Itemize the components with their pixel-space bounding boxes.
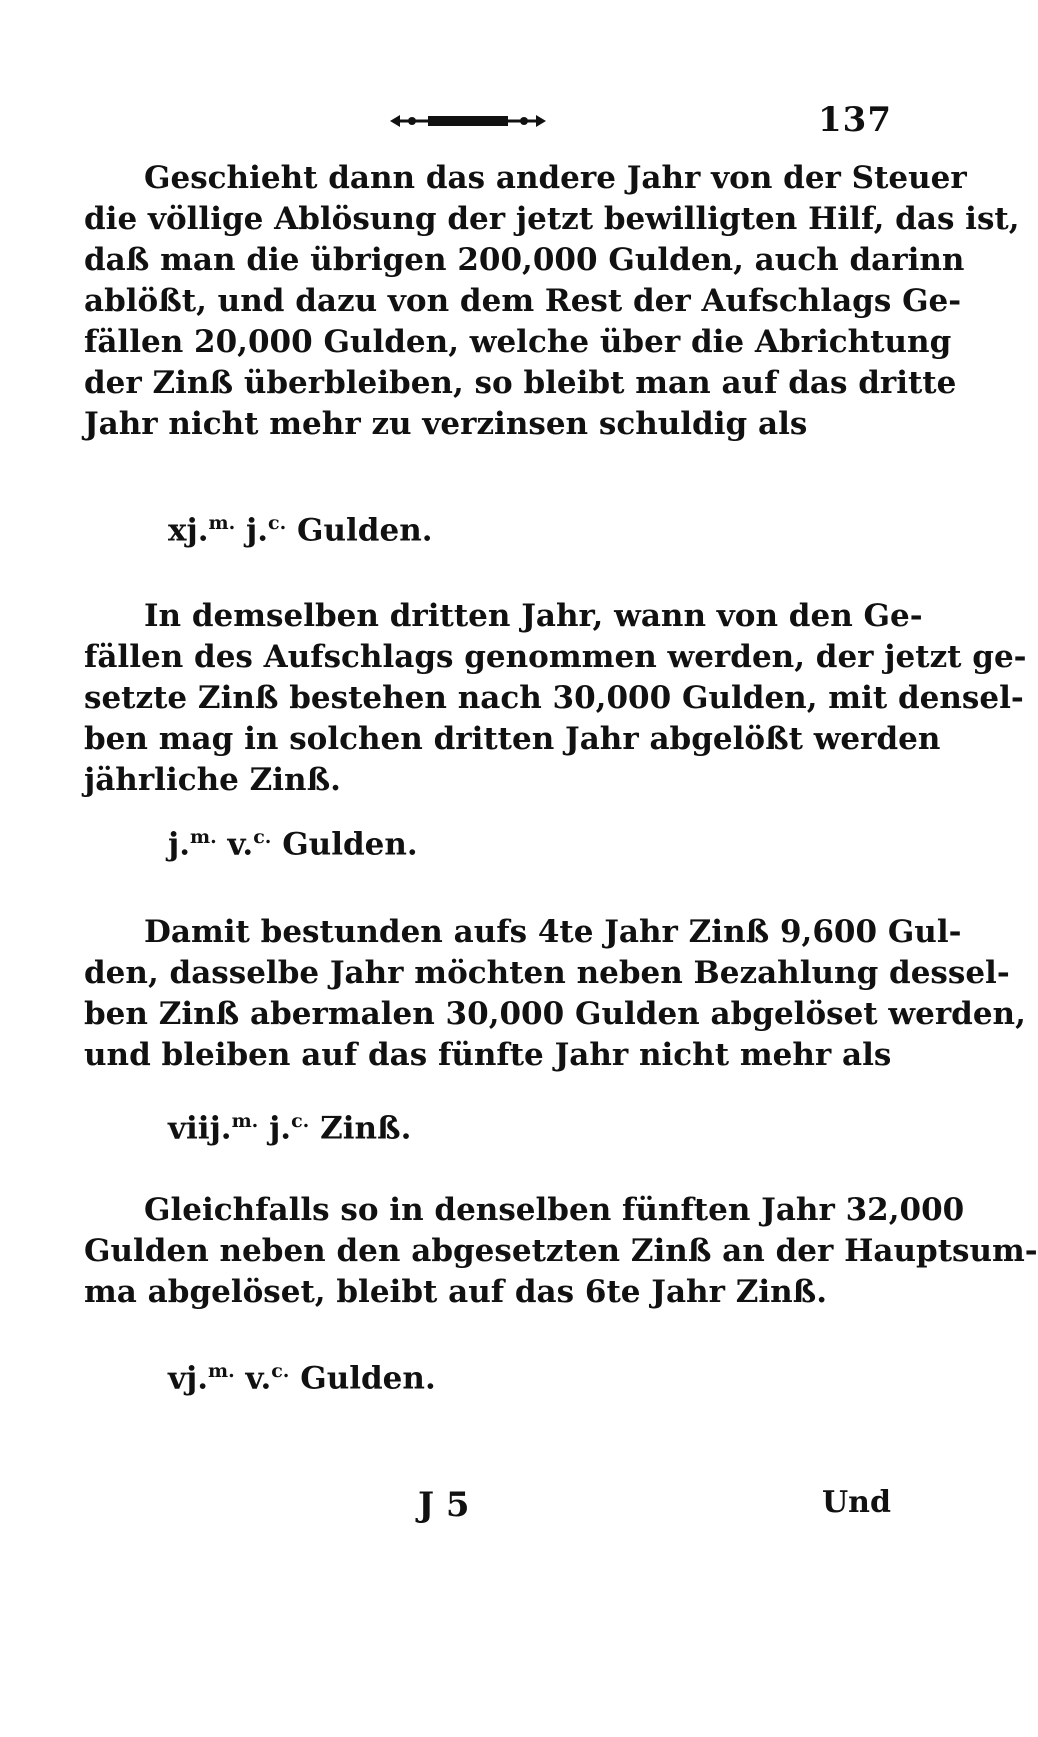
- amount-hundreds-mark: c.: [253, 826, 272, 848]
- amount-hundreds-mark: c.: [291, 1110, 310, 1132]
- text-line: ben Zinß abermalen 30,000 Gulden abgelöset werden,: [84, 996, 1026, 1032]
- text-line: Gulden neben den abgesetzten Zinß an der Hauptsum-: [84, 1233, 1038, 1269]
- roman-amount: [168, 826, 418, 862]
- text-line: ben mag in solchen dritten Jahr abgelößt werden: [84, 721, 941, 757]
- amount-roman-2: j.: [269, 1110, 292, 1147]
- text-line: Damit bestunden aufs 4te Jahr Zinß 9,600 Gul-: [144, 914, 962, 950]
- roman-amount: [168, 512, 433, 548]
- paragraph-1: [84, 158, 1020, 445]
- amount-roman-2: v.: [227, 826, 254, 863]
- text-line: Geschieht dann das andere Jahr von der Steuer: [144, 160, 967, 196]
- text-line: der Zinß überbleiben, so bleibt man auf das dritte: [84, 365, 957, 401]
- signature-mark: J 5: [418, 1485, 470, 1525]
- text-line: fällen des Aufschlags genommen werden, der jetzt ge-: [84, 639, 1027, 675]
- text-line: setzte Zinß bestehen nach 30,000 Gulden, mit densel-: [84, 680, 1024, 716]
- amount-thousands-mark: m.: [208, 1360, 235, 1382]
- roman-amount: [168, 1110, 411, 1146]
- paragraph-3: [84, 912, 1026, 1076]
- text-line: Jahr nicht mehr zu verzinsen schuldig als: [84, 406, 808, 442]
- amount-hundreds-mark: c.: [271, 1360, 290, 1382]
- text-line: ablößt, und dazu von dem Rest der Aufschlags Ge-: [84, 283, 962, 319]
- paragraph-4: [84, 1190, 1038, 1313]
- catchword: Und: [822, 1485, 891, 1520]
- page-number: 137: [818, 100, 892, 140]
- amount-unit: Gulden.: [282, 826, 418, 863]
- amount-roman: vj.: [168, 1360, 209, 1397]
- text-line: und bleiben auf das fünfte Jahr nicht mehr als: [84, 1037, 892, 1073]
- amount-roman: viij.: [168, 1110, 232, 1147]
- amount-roman: j.: [168, 826, 191, 863]
- text-line: ma abgelöset, bleibt auf das 6te Jahr Zinß.: [84, 1274, 827, 1310]
- printer-ornament-icon: [388, 106, 548, 136]
- text-line: jährliche Zinß.: [84, 762, 341, 798]
- amount-thousands-mark: m.: [208, 512, 236, 534]
- amount-unit: Gulden.: [297, 512, 433, 549]
- paragraph-2: [84, 596, 1027, 801]
- text-line: Gleichfalls so in denselben fünften Jahr 32,000: [144, 1192, 965, 1228]
- text-line: den, dasselbe Jahr möchten neben Bezahlung dessel-: [84, 955, 1010, 991]
- amount-hundreds-mark: c.: [268, 512, 287, 534]
- text-line: fällen 20,000 Gulden, welche über die Abrichtung: [84, 324, 952, 360]
- amount-roman: xj.: [168, 512, 209, 549]
- amount-unit: Gulden.: [300, 1360, 436, 1397]
- text-line: In demselben dritten Jahr, wann von den Ge-: [144, 598, 923, 634]
- amount-thousands-mark: m.: [231, 1110, 259, 1132]
- text-line: die völlige Ablösung der jetzt bewilligten Hilf, das ist,: [84, 201, 1020, 237]
- amount-roman-2: j.: [246, 512, 269, 549]
- amount-unit: Zinß.: [320, 1110, 412, 1147]
- roman-amount: [168, 1360, 436, 1396]
- amount-roman-2: v.: [245, 1360, 272, 1397]
- text-line: daß man die übrigen 200,000 Gulden, auch darinn: [84, 242, 965, 278]
- amount-thousands-mark: m.: [190, 826, 217, 848]
